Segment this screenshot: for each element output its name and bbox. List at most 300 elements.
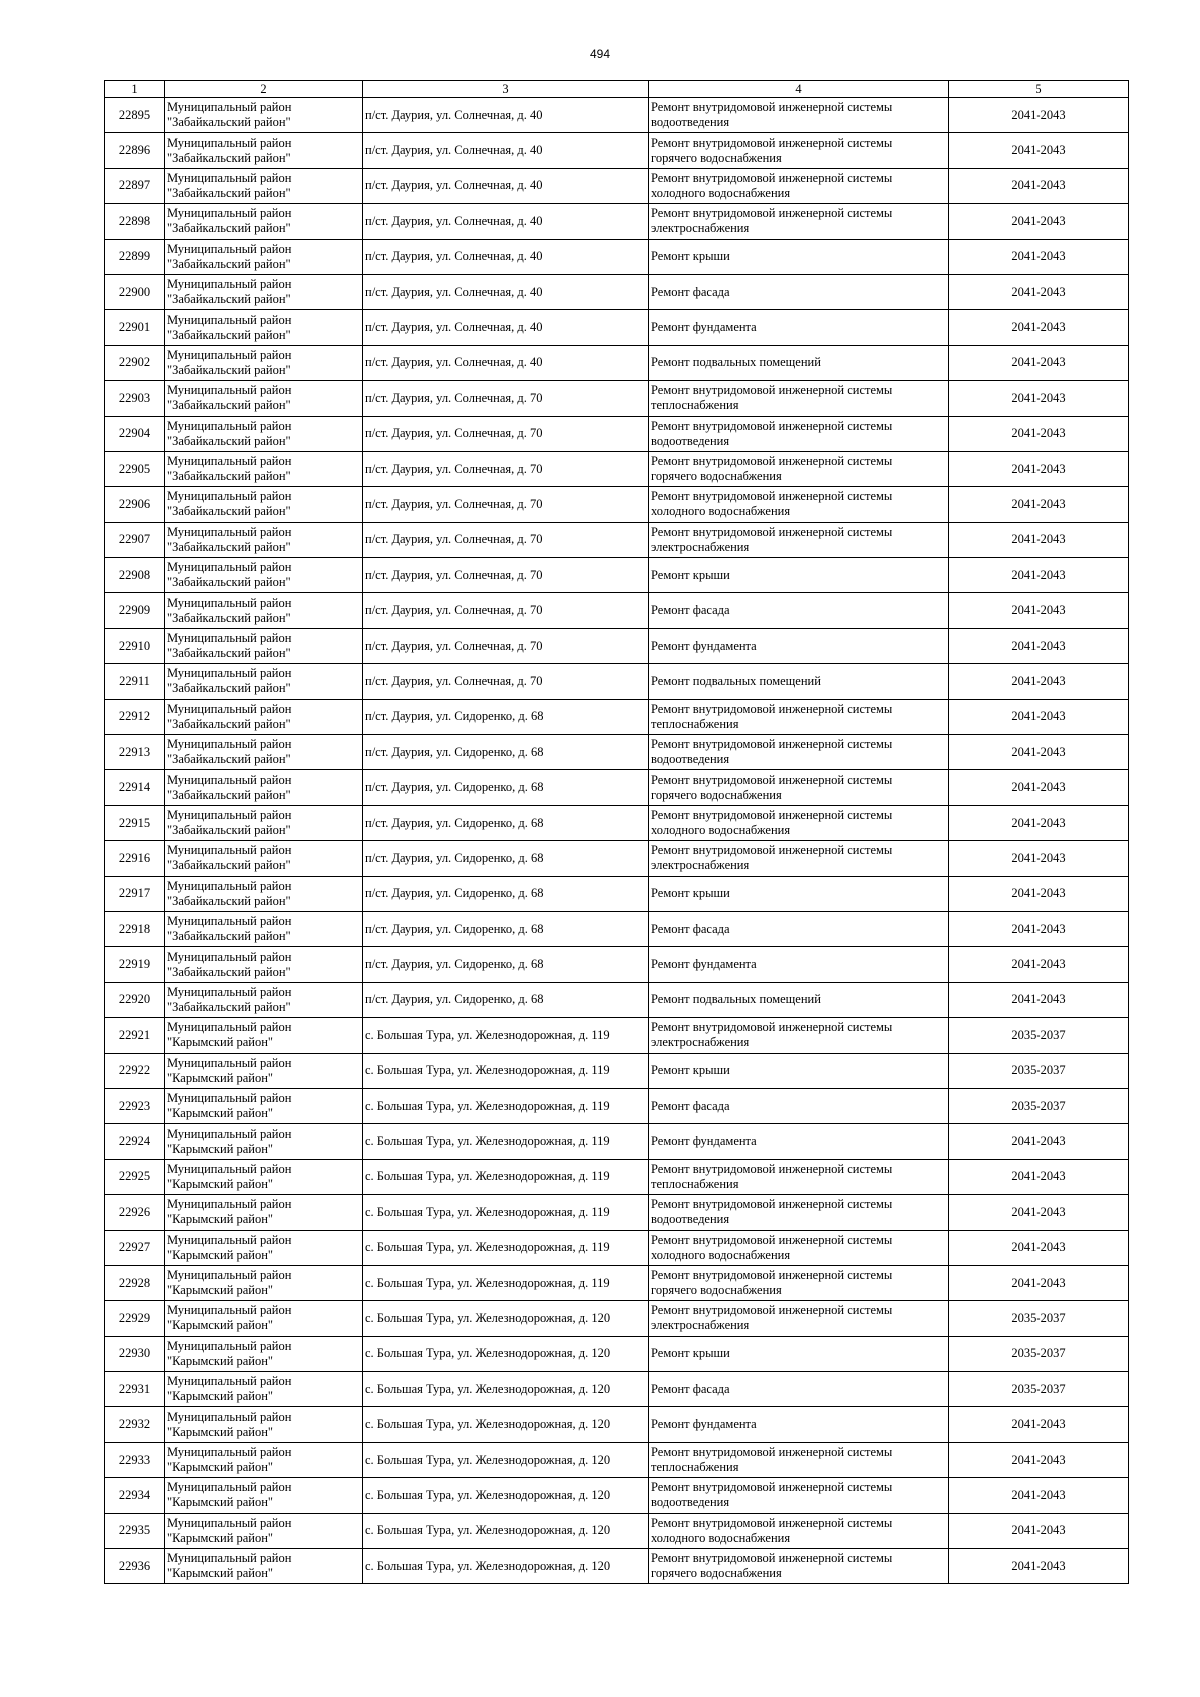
table-row	[105, 451, 1129, 486]
row-number-cell: 22906	[105, 487, 165, 522]
municipality-line: "Карымский район"	[167, 1460, 274, 1475]
municipality-line: Муниципальный район	[167, 808, 292, 822]
table-header-row	[105, 81, 1129, 98]
municipality-line: "Карымский район"	[167, 1141, 274, 1156]
municipality-line: Муниципальный район	[167, 277, 292, 292]
page-number: 494	[589, 47, 611, 61]
row-number-cell: 22922	[105, 1053, 165, 1088]
work-type-cell	[649, 381, 949, 416]
table-row	[105, 1195, 1129, 1230]
work-type-cell	[649, 770, 949, 805]
table-row	[105, 416, 1129, 451]
work-type-cell	[649, 1230, 949, 1265]
period-cell: 2041-2043	[949, 345, 1129, 380]
address-cell: п/ст. Даурия, ул. Сидоренко, д. 68	[363, 841, 649, 876]
address-cell: п/ст. Даурия, ул. Солнечная, д. 70	[363, 381, 649, 416]
address-cell: п/ст. Даурия, ул. Солнечная, д. 70	[363, 664, 649, 699]
column-header-2: 2	[165, 81, 363, 98]
work-type-line: Ремонт внутридомовой инженерной системы	[651, 808, 893, 822]
municipality-line: "Карымский район"	[167, 1106, 274, 1121]
work-type-cell	[649, 805, 949, 840]
table-row	[105, 805, 1129, 840]
table-row	[105, 558, 1129, 593]
table-row	[105, 911, 1129, 946]
work-type-line: водоотведения	[651, 752, 730, 767]
work-type-line: Ремонт внутридомовой инженерной системы	[651, 1551, 893, 1566]
period-cell: 2041-2043	[949, 947, 1129, 982]
municipality-line: "Карымский район"	[167, 1070, 274, 1085]
municipality-line: Муниципальный район	[167, 1126, 292, 1141]
municipality-line: Муниципальный район	[167, 1551, 292, 1566]
table-row	[105, 381, 1129, 416]
municipality-cell	[165, 451, 363, 486]
address-cell: с. Большая Тура, ул. Железнодорожная, д. 119	[363, 1124, 649, 1159]
work-type-line: электроснабжения	[651, 221, 750, 236]
work-type-cell	[649, 876, 949, 911]
address-cell: п/ст. Даурия, ул. Сидоренко, д. 68	[363, 699, 649, 734]
municipality-line: Муниципальный район	[167, 1055, 292, 1070]
period-cell: 2035-2037	[949, 1053, 1129, 1088]
table-row	[105, 239, 1129, 274]
address-cell: п/ст. Даурия, ул. Солнечная, д. 40	[363, 204, 649, 239]
period-cell: 2041-2043	[949, 274, 1129, 309]
row-number-cell: 22896	[105, 133, 165, 168]
work-type-cell	[649, 133, 949, 168]
municipality-line: Муниципальный район	[167, 524, 292, 539]
municipality-line: Муниципальный район	[167, 595, 292, 610]
row-number-cell: 22911	[105, 664, 165, 699]
municipality-line: "Карымский район"	[167, 1212, 274, 1227]
municipality-line: Муниципальный район	[167, 1515, 292, 1530]
work-type-cell	[649, 345, 949, 380]
table-row	[105, 310, 1129, 345]
work-type-cell	[649, 735, 949, 770]
table-row	[105, 98, 1129, 133]
table-row	[105, 664, 1129, 699]
table-row	[105, 876, 1129, 911]
municipality-line: "Забайкальский район"	[167, 292, 291, 307]
municipality-cell	[165, 876, 363, 911]
address-cell: п/ст. Даурия, ул. Солнечная, д. 40	[363, 168, 649, 203]
municipality-cell	[165, 1372, 363, 1407]
municipality-line: "Карымский район"	[167, 1318, 274, 1333]
work-type-cell	[649, 1478, 949, 1513]
municipality-cell	[165, 274, 363, 309]
municipality-line: Муниципальный район	[167, 631, 292, 646]
table-row	[105, 1301, 1129, 1336]
municipality-line: "Забайкальский район"	[167, 929, 291, 944]
work-type-cell	[649, 1088, 949, 1123]
municipality-line: Муниципальный район	[167, 1445, 292, 1460]
municipality-line: "Карымский район"	[167, 1176, 274, 1191]
period-cell: 2041-2043	[949, 310, 1129, 345]
table-row	[105, 522, 1129, 557]
address-cell: п/ст. Даурия, ул. Солнечная, д. 40	[363, 274, 649, 309]
work-type-cell	[649, 451, 949, 486]
work-type-line: горячего водоснабжения	[651, 787, 782, 802]
work-type-line: Ремонт внутридомовой инженерной системы	[651, 170, 893, 185]
municipality-line: "Карымский район"	[167, 1035, 274, 1050]
work-type-line: горячего водоснабжения	[651, 1566, 782, 1581]
work-type-cell	[649, 699, 949, 734]
table-row	[105, 982, 1129, 1017]
work-type-line: Ремонт крыши	[651, 1063, 730, 1078]
address-cell: с. Большая Тура, ул. Железнодорожная, д. 120	[363, 1372, 649, 1407]
row-number-cell: 22916	[105, 841, 165, 876]
work-type-line: Ремонт фасада	[651, 284, 730, 299]
work-type-line: Ремонт фасада	[651, 603, 730, 618]
municipality-cell	[165, 1053, 363, 1088]
address-cell: с. Большая Тура, ул. Железнодорожная, д. 119	[363, 1265, 649, 1300]
work-type-line: теплоснабжения	[651, 1460, 739, 1475]
municipality-line: Муниципальный район	[167, 560, 292, 575]
work-type-cell	[649, 1159, 949, 1194]
period-cell: 2041-2043	[949, 1407, 1129, 1442]
municipality-line: Муниципальный район	[167, 312, 292, 327]
work-type-line: Ремонт внутридомовой инженерной системы	[651, 135, 893, 150]
municipality-line: Муниципальный район	[167, 1268, 292, 1283]
municipality-cell	[165, 982, 363, 1017]
municipality-line: Муниципальный район	[167, 772, 292, 787]
work-type-cell	[649, 1513, 949, 1548]
address-cell: п/ст. Даурия, ул. Солнечная, д. 70	[363, 451, 649, 486]
work-type-cell	[649, 947, 949, 982]
work-type-cell	[649, 911, 949, 946]
municipality-line: "Забайкальский район"	[167, 823, 291, 837]
table-row	[105, 1159, 1129, 1194]
work-type-line: Ремонт внутридомовой инженерной системы	[651, 737, 893, 752]
municipality-line: Муниципальный район	[167, 1374, 292, 1389]
period-cell: 2041-2043	[949, 982, 1129, 1017]
municipality-cell	[165, 1265, 363, 1300]
municipality-line: Муниципальный район	[167, 737, 292, 752]
municipality-line: Муниципальный район	[167, 454, 292, 469]
municipality-cell	[165, 699, 363, 734]
period-cell: 2041-2043	[949, 204, 1129, 239]
municipality-cell	[165, 1230, 363, 1265]
municipality-line: "Забайкальский район"	[167, 575, 291, 590]
work-type-cell	[649, 98, 949, 133]
table-row	[105, 1088, 1129, 1123]
municipality-line: Муниципальный район	[167, 241, 292, 256]
work-type-line: холодного водоснабжения	[651, 504, 791, 519]
address-cell: п/ст. Даурия, ул. Солнечная, д. 40	[363, 239, 649, 274]
work-type-cell	[649, 239, 949, 274]
address-cell: п/ст. Даурия, ул. Сидоренко, д. 68	[363, 982, 649, 1017]
work-type-line: Ремонт внутридомовой инженерной системы	[651, 418, 893, 433]
table-row	[105, 841, 1129, 876]
municipality-line: "Забайкальский район"	[167, 115, 291, 130]
municipality-line: "Забайкальский район"	[167, 469, 291, 484]
work-type-cell	[649, 982, 949, 1017]
work-type-line: Ремонт фундамента	[651, 957, 757, 972]
work-type-line: Ремонт фасада	[651, 921, 730, 936]
municipality-line: "Забайкальский район"	[167, 539, 291, 554]
work-type-line: Ремонт фундамента	[651, 1417, 757, 1432]
work-type-line: Ремонт внутридомовой инженерной системы	[651, 1303, 893, 1318]
work-type-line: Ремонт крыши	[651, 1346, 730, 1361]
row-number-cell: 22907	[105, 522, 165, 557]
table-row	[105, 1230, 1129, 1265]
row-number-cell: 22913	[105, 735, 165, 770]
municipality-line: "Карымский район"	[167, 1566, 274, 1581]
table-row	[105, 735, 1129, 770]
work-type-line: горячего водоснабжения	[651, 469, 782, 484]
table-row	[105, 204, 1129, 239]
municipality-line: Муниципальный район	[167, 878, 292, 893]
work-type-cell	[649, 487, 949, 522]
period-cell: 2041-2043	[949, 1265, 1129, 1300]
row-number-cell: 22901	[105, 310, 165, 345]
work-type-line: холодного водоснабжения	[651, 1530, 791, 1545]
municipality-line: Муниципальный район	[167, 206, 292, 221]
municipality-line: Муниципальный район	[167, 135, 292, 150]
work-type-cell	[649, 168, 949, 203]
work-type-line: Ремонт фасада	[651, 1098, 730, 1113]
municipality-cell	[165, 911, 363, 946]
municipality-cell	[165, 168, 363, 203]
municipality-line: "Забайкальский район"	[167, 150, 291, 165]
table-row	[105, 1513, 1129, 1548]
row-number-cell: 22929	[105, 1301, 165, 1336]
municipality-line: "Карымский район"	[167, 1247, 274, 1262]
table-row	[105, 1407, 1129, 1442]
row-number-cell: 22908	[105, 558, 165, 593]
address-cell: п/ст. Даурия, ул. Сидоренко, д. 68	[363, 770, 649, 805]
table-row	[105, 487, 1129, 522]
table-row	[105, 1336, 1129, 1371]
row-number-cell: 22921	[105, 1018, 165, 1053]
work-type-line: электроснабжения	[651, 1318, 750, 1333]
address-cell: с. Большая Тура, ул. Железнодорожная, д. 119	[363, 1018, 649, 1053]
row-number-cell: 22909	[105, 593, 165, 628]
work-type-cell	[649, 841, 949, 876]
municipality-cell	[165, 1018, 363, 1053]
period-cell: 2041-2043	[949, 770, 1129, 805]
row-number-cell: 22895	[105, 98, 165, 133]
period-cell: 2041-2043	[949, 98, 1129, 133]
municipality-line: Муниципальный район	[167, 1338, 292, 1353]
municipality-line: Муниципальный район	[167, 1161, 292, 1176]
work-type-cell	[649, 1549, 949, 1584]
period-cell: 2041-2043	[949, 416, 1129, 451]
period-cell: 2041-2043	[949, 876, 1129, 911]
row-number-cell: 22915	[105, 805, 165, 840]
period-cell: 2035-2037	[949, 1018, 1129, 1053]
table-row	[105, 133, 1129, 168]
work-type-cell	[649, 1053, 949, 1088]
address-cell: п/ст. Даурия, ул. Солнечная, д. 40	[363, 345, 649, 380]
municipality-cell	[165, 593, 363, 628]
municipality-line: "Забайкальский район"	[167, 610, 291, 625]
work-type-cell	[649, 310, 949, 345]
municipality-cell	[165, 1442, 363, 1477]
work-type-cell	[649, 1442, 949, 1477]
row-number-cell: 22919	[105, 947, 165, 982]
municipality-cell	[165, 1513, 363, 1548]
work-type-cell	[649, 1372, 949, 1407]
municipality-line: Муниципальный район	[167, 1409, 292, 1424]
period-cell: 2041-2043	[949, 735, 1129, 770]
municipality-line: Муниципальный район	[167, 984, 292, 999]
row-number-cell: 22902	[105, 345, 165, 380]
address-cell: с. Большая Тура, ул. Железнодорожная, д. 119	[363, 1230, 649, 1265]
municipality-line: "Забайкальский район"	[167, 893, 291, 908]
address-cell: п/ст. Даурия, ул. Сидоренко, д. 68	[363, 876, 649, 911]
municipality-line: Муниципальный район	[167, 170, 292, 185]
period-cell: 2041-2043	[949, 1124, 1129, 1159]
work-type-line: горячего водоснабжения	[651, 1283, 782, 1298]
address-cell: п/ст. Даурия, ул. Сидоренко, д. 68	[363, 735, 649, 770]
municipality-cell	[165, 133, 363, 168]
work-type-cell	[649, 416, 949, 451]
work-type-line: водоотведения	[651, 1495, 730, 1510]
period-cell: 2041-2043	[949, 1549, 1129, 1584]
address-cell: с. Большая Тура, ул. Железнодорожная, д. 119	[363, 1088, 649, 1123]
row-number-cell: 22914	[105, 770, 165, 805]
work-type-cell	[649, 1265, 949, 1300]
municipality-line: Муниципальный район	[167, 1480, 292, 1495]
municipality-line: "Забайкальский район"	[167, 999, 291, 1014]
work-type-line: Ремонт внутридомовой инженерной системы	[651, 524, 893, 539]
work-type-line: Ремонт подвальных помещений	[651, 992, 821, 1007]
period-cell: 2041-2043	[949, 1478, 1129, 1513]
municipality-cell	[165, 1088, 363, 1123]
period-cell: 2041-2043	[949, 381, 1129, 416]
work-type-line: Ремонт внутридомовой инженерной системы	[651, 1268, 893, 1283]
table-row	[105, 1442, 1129, 1477]
municipality-line: "Карымский район"	[167, 1353, 274, 1368]
address-cell: с. Большая Тура, ул. Железнодорожная, д. 119	[363, 1159, 649, 1194]
row-number-cell: 22899	[105, 239, 165, 274]
municipality-cell	[165, 239, 363, 274]
municipality-line: Муниципальный район	[167, 1197, 292, 1212]
row-number-cell: 22932	[105, 1407, 165, 1442]
municipality-line: "Забайкальский район"	[167, 327, 291, 342]
address-cell: с. Большая Тура, ул. Железнодорожная, д. 120	[363, 1336, 649, 1371]
address-cell: с. Большая Тура, ул. Железнодорожная, д. 120	[363, 1549, 649, 1584]
address-cell: п/ст. Даурия, ул. Солнечная, д. 40	[363, 98, 649, 133]
municipality-line: "Забайкальский район"	[167, 221, 291, 236]
address-cell: с. Большая Тура, ул. Железнодорожная, д. 120	[363, 1478, 649, 1513]
table-row	[105, 1053, 1129, 1088]
address-cell: п/ст. Даурия, ул. Сидоренко, д. 68	[363, 911, 649, 946]
row-number-cell: 22926	[105, 1195, 165, 1230]
row-number-cell: 22933	[105, 1442, 165, 1477]
address-cell: с. Большая Тура, ул. Железнодорожная, д. 119	[363, 1053, 649, 1088]
work-type-line: Ремонт крыши	[651, 567, 730, 582]
table-row	[105, 1478, 1129, 1513]
municipality-line: "Забайкальский район"	[167, 362, 291, 377]
work-type-line: Ремонт фасада	[651, 1381, 730, 1396]
work-type-line: теплоснабжения	[651, 1176, 739, 1191]
row-number-cell: 22905	[105, 451, 165, 486]
address-cell: с. Большая Тура, ул. Железнодорожная, д. 120	[363, 1513, 649, 1548]
column-header-1: 1	[105, 81, 165, 98]
work-type-line: Ремонт внутридомовой инженерной системы	[651, 206, 893, 221]
municipality-line: "Карымский район"	[167, 1389, 274, 1404]
work-type-cell	[649, 628, 949, 663]
table-row	[105, 1549, 1129, 1584]
work-type-line: Ремонт внутридомовой инженерной системы	[651, 1161, 893, 1176]
address-cell: п/ст. Даурия, ул. Сидоренко, д. 68	[363, 805, 649, 840]
address-cell: п/ст. Даурия, ул. Солнечная, д. 70	[363, 416, 649, 451]
work-type-cell	[649, 1195, 949, 1230]
municipality-cell	[165, 628, 363, 663]
work-type-cell	[649, 593, 949, 628]
row-number-cell: 22898	[105, 204, 165, 239]
period-cell: 2035-2037	[949, 1336, 1129, 1371]
row-number-cell: 22900	[105, 274, 165, 309]
work-type-cell	[649, 522, 949, 557]
work-type-line: Ремонт внутридомовой инженерной системы	[651, 454, 893, 469]
work-type-line: водоотведения	[651, 1212, 730, 1227]
work-type-line: Ремонт внутридомовой инженерной системы	[651, 1232, 893, 1247]
work-type-line: электроснабжения	[651, 858, 750, 873]
municipality-cell	[165, 345, 363, 380]
work-type-cell	[649, 1407, 949, 1442]
period-cell: 2041-2043	[949, 911, 1129, 946]
row-number-cell: 22904	[105, 416, 165, 451]
work-type-cell	[649, 558, 949, 593]
period-cell: 2041-2043	[949, 522, 1129, 557]
work-type-line: холодного водоснабжения	[651, 823, 791, 837]
row-number-cell: 22910	[105, 628, 165, 663]
municipality-line: "Забайкальский район"	[167, 433, 291, 448]
period-cell: 2041-2043	[949, 805, 1129, 840]
row-number-cell: 22923	[105, 1088, 165, 1123]
work-type-line: Ремонт крыши	[651, 249, 730, 264]
address-cell: п/ст. Даурия, ул. Солнечная, д. 70	[363, 558, 649, 593]
period-cell: 2041-2043	[949, 168, 1129, 203]
work-type-line: теплоснабжения	[651, 398, 739, 413]
address-cell: п/ст. Даурия, ул. Солнечная, д. 70	[363, 522, 649, 557]
municipality-line: "Забайкальский район"	[167, 752, 291, 767]
period-cell: 2041-2043	[949, 1442, 1129, 1477]
municipality-line: Муниципальный район	[167, 666, 292, 681]
municipality-cell	[165, 770, 363, 805]
work-type-cell	[649, 1018, 949, 1053]
work-type-line: водоотведения	[651, 115, 730, 130]
municipality-cell	[165, 1478, 363, 1513]
address-cell: п/ст. Даурия, ул. Сидоренко, д. 68	[363, 947, 649, 982]
row-number-cell: 22927	[105, 1230, 165, 1265]
row-number-cell: 22930	[105, 1336, 165, 1371]
municipality-line: "Забайкальский район"	[167, 964, 291, 979]
period-cell: 2035-2037	[949, 1088, 1129, 1123]
municipality-cell	[165, 1407, 363, 1442]
municipality-cell	[165, 664, 363, 699]
row-number-cell: 22917	[105, 876, 165, 911]
address-cell: с. Большая Тура, ул. Железнодорожная, д. 120	[363, 1301, 649, 1336]
work-type-line: Ремонт внутридомовой инженерной системы	[651, 701, 893, 716]
work-type-line: горячего водоснабжения	[651, 150, 782, 165]
work-type-cell	[649, 1336, 949, 1371]
table-row	[105, 168, 1129, 203]
municipality-cell	[165, 1159, 363, 1194]
period-cell: 2041-2043	[949, 133, 1129, 168]
table-row	[105, 274, 1129, 309]
municipality-cell	[165, 1195, 363, 1230]
table-row	[105, 699, 1129, 734]
row-number-cell: 22920	[105, 982, 165, 1017]
municipality-line: Муниципальный район	[167, 1020, 292, 1035]
row-number-cell: 22918	[105, 911, 165, 946]
work-type-line: Ремонт фундамента	[651, 1134, 757, 1149]
work-type-line: Ремонт внутридомовой инженерной системы	[651, 383, 893, 398]
period-cell: 2035-2037	[949, 1372, 1129, 1407]
work-type-line: холодного водоснабжения	[651, 185, 791, 200]
